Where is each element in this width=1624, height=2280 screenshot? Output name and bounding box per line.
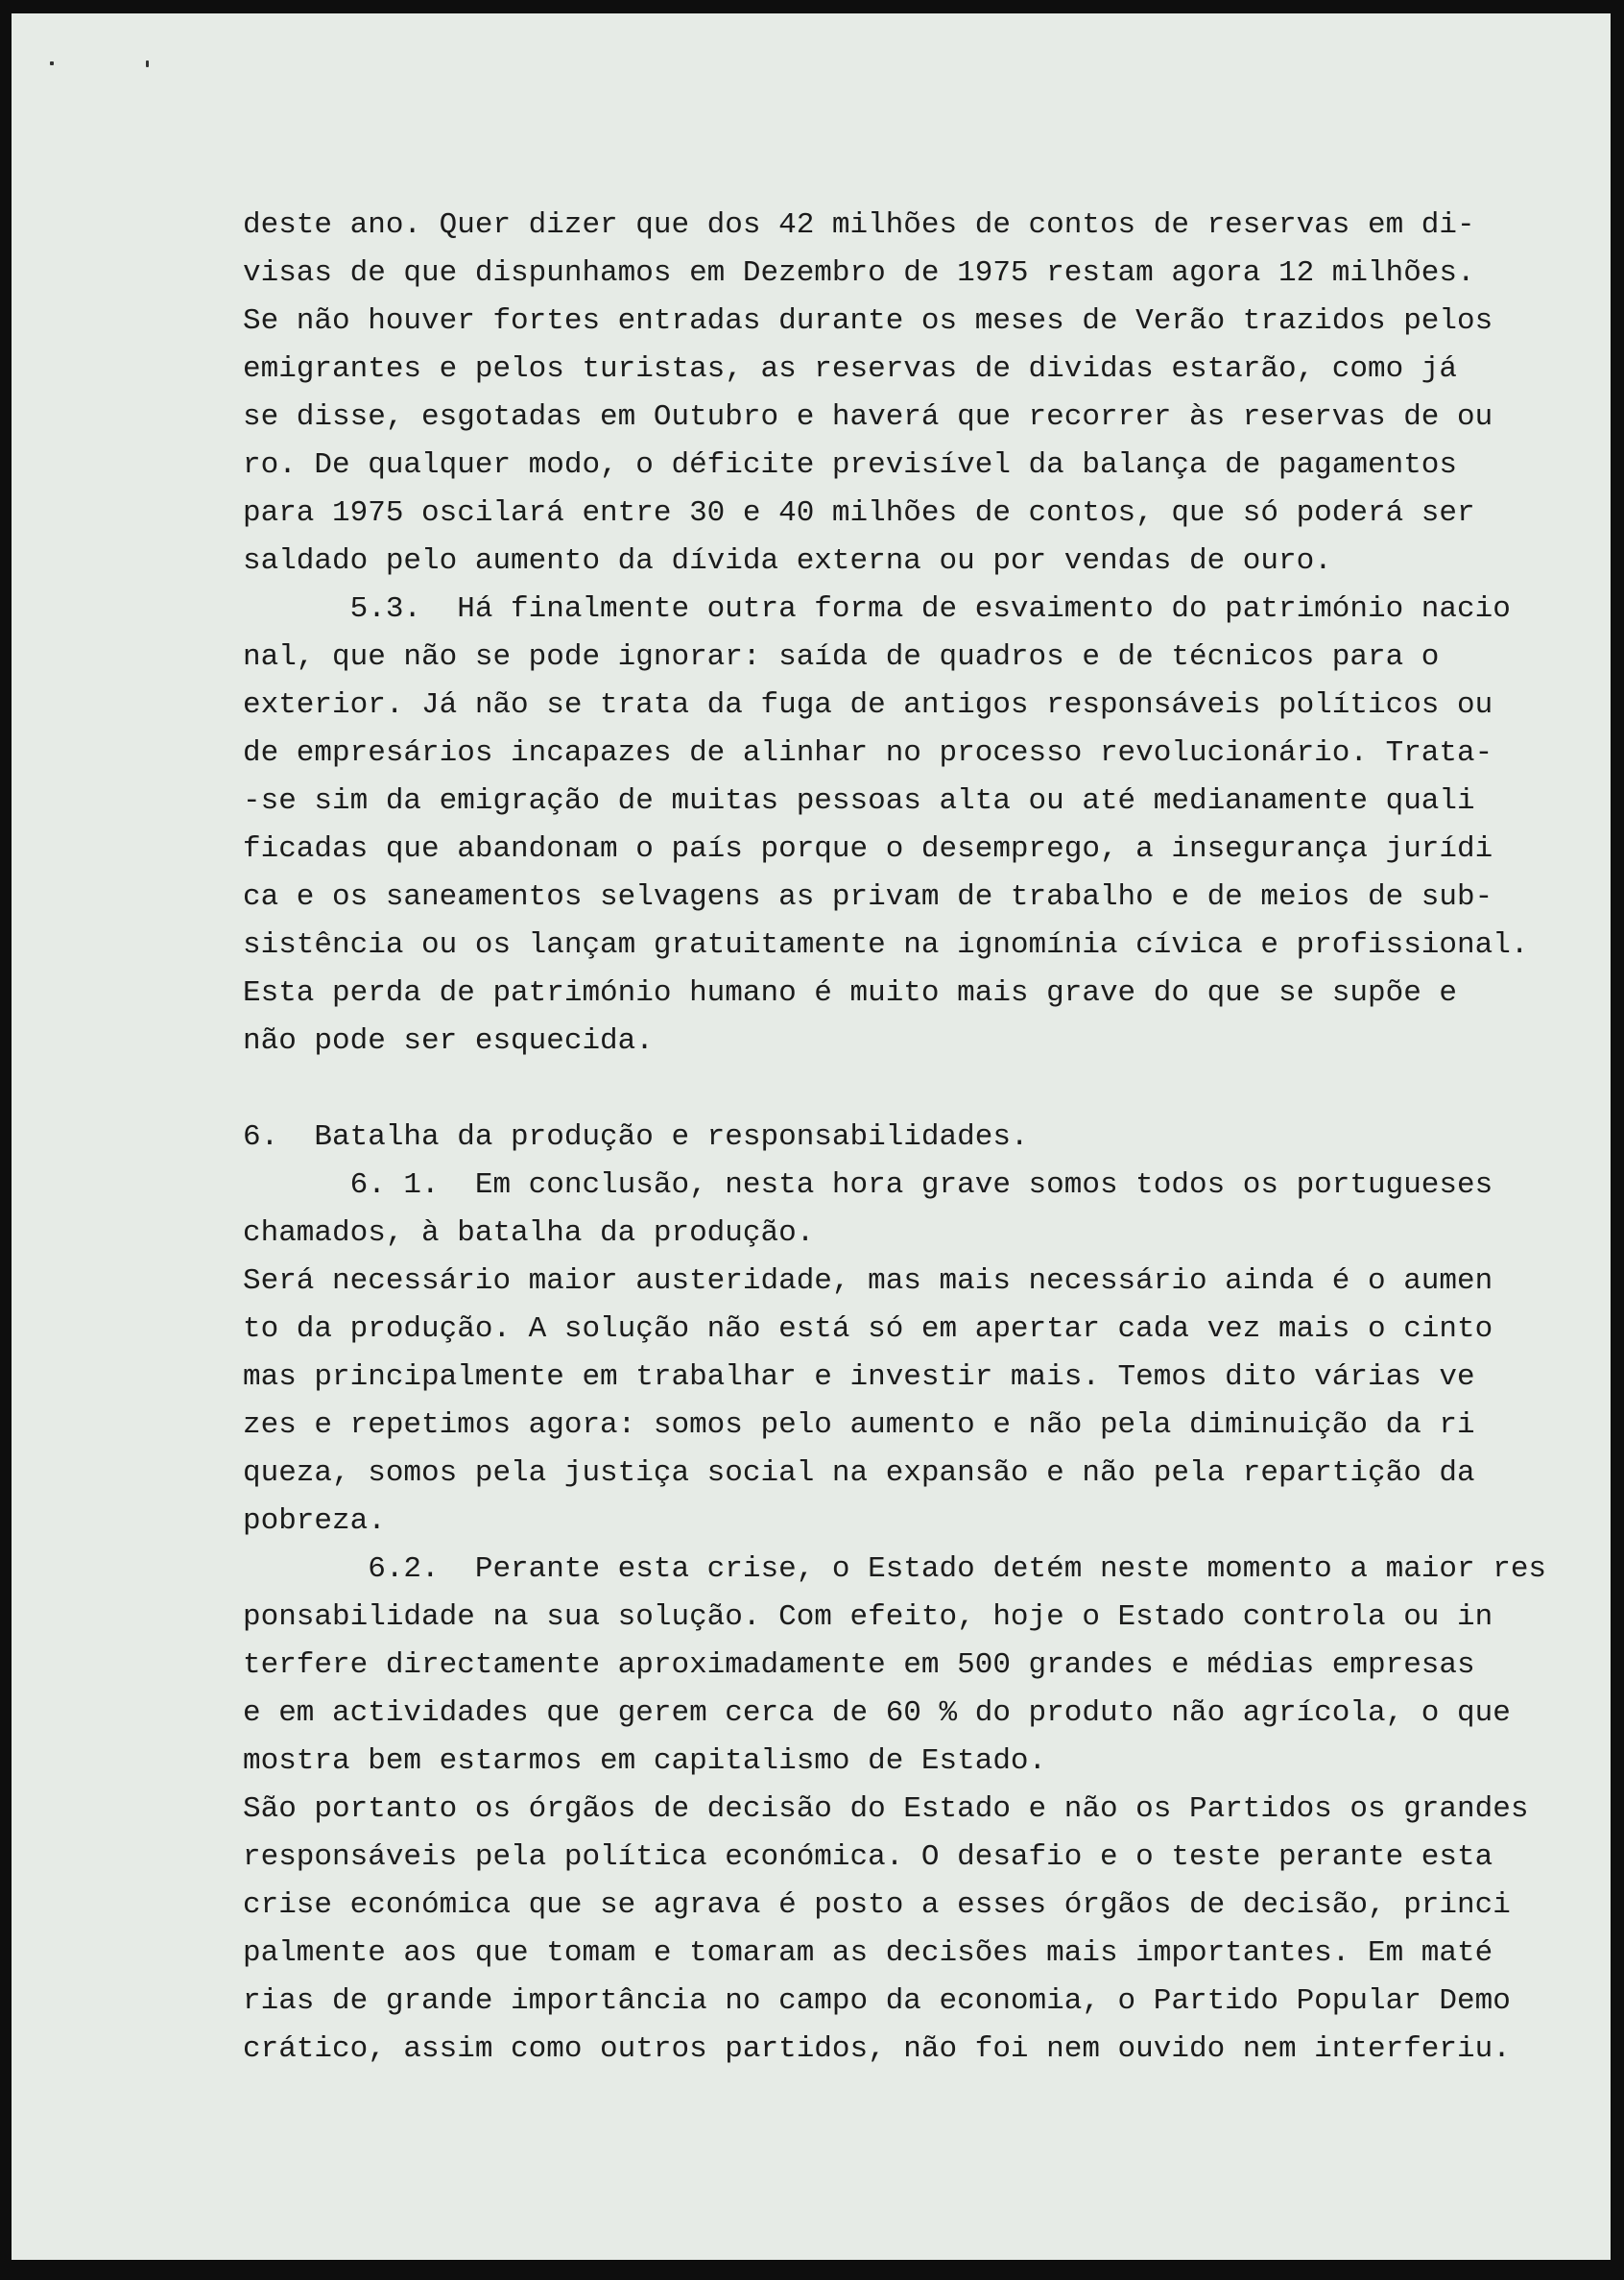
text-line: crise económica que se agrava é posto a esses órgãos de decisão, princi <box>243 1888 1511 1922</box>
scan-mark-dot <box>50 61 54 65</box>
text-line: to da produção. A solução não está só em apertar cada vez mais o cinto <box>243 1312 1493 1346</box>
text-line: saldado pelo aumento da dívida externa ou por vendas de ouro. <box>243 544 1332 578</box>
text-line: Será necessário maior austeridade, mas mais necessário ainda é o aumen <box>243 1264 1493 1298</box>
text-line: Se não houver fortes entradas durante os meses de Verão trazidos pelos <box>243 304 1493 338</box>
text-line: queza, somos pela justiça social na expansão e não pela repartição da <box>243 1456 1475 1490</box>
text-line: visas de que dispunhamos em Dezembro de 1975 restam agora 12 milhões. <box>243 256 1475 290</box>
text-line: -se sim da emigração de muitas pessoas alta ou até medianamente quali <box>243 784 1475 818</box>
text-line: ro. De qualquer modo, o déficite previsível da balança de pagamentos <box>243 448 1458 482</box>
text-line: de empresários incapazes de alinhar no processo revolucionário. Trata- <box>243 736 1493 770</box>
text-line: terfere directamente aproximadamente em 500 grandes e médias empresas <box>243 1648 1475 1682</box>
text-line: exterior. Já não se trata da fuga de antigos responsáveis políticos ou <box>243 688 1493 722</box>
text-line: zes e repetimos agora: somos pelo aumento e não pela diminuição da ri <box>243 1408 1475 1442</box>
text-line: deste ano. Quer dizer que dos 42 milhões de contos de reservas em di- <box>243 208 1475 242</box>
scan-mark-tick <box>146 60 149 67</box>
text-line: mas principalmente em trabalhar e investir mais. Temos dito várias ve <box>243 1360 1475 1394</box>
text-line: não pode ser esquecida. <box>243 1024 654 1058</box>
text-line: crático, assim como outros partidos, não foi nem ouvido nem interferiu. <box>243 2032 1511 2066</box>
text-line: responsáveis pela política económica. O desafio e o teste perante esta <box>243 1840 1493 1874</box>
section-heading: 6. Batalha da produção e responsabilidades. <box>243 1120 1029 1154</box>
body-text <box>243 202 1547 2074</box>
text-line: 6.2. Perante esta crise, o Estado detém neste momento a maior res <box>243 1552 1547 1586</box>
text-line: rias de grande importância no campo da economia, o Partido Popular Demo <box>243 1984 1511 2018</box>
text-line: Esta perda de património humano é muito mais grave do que se supõe e <box>243 976 1458 1010</box>
text-line: para 1975 oscilará entre 30 e 40 milhões de contos, que só poderá ser <box>243 496 1475 530</box>
text-line: e em actividades que gerem cerca de 60 % do produto não agrícola, o que <box>243 1696 1511 1730</box>
text-line: mostra bem estarmos em capitalismo de Estado. <box>243 1744 1047 1778</box>
text-line: emigrantes e pelos turistas, as reservas de dividas estarão, como já <box>243 352 1458 386</box>
text-line: 5.3. Há finalmente outra forma de esvaimento do património nacio <box>243 592 1511 626</box>
text-line: ponsabilidade na sua solução. Com efeito, hoje o Estado controla ou in <box>243 1600 1493 1634</box>
text-line: se disse, esgotadas em Outubro e haverá que recorrer às reservas de ou <box>243 400 1493 434</box>
text-line: ficadas que abandonam o país porque o desemprego, a insegurança jurídi <box>243 832 1493 866</box>
text-line: chamados, à batalha da produção. <box>243 1216 815 1250</box>
text-line: sistência ou os lançam gratuitamente na ignomínia cívica e profissional. <box>243 928 1529 962</box>
text-line: nal, que não se pode ignorar: saída de quadros e de técnicos para o <box>243 640 1440 674</box>
text-line: palmente aos que tomam e tomaram as decisões mais importantes. Em maté <box>243 1936 1493 1970</box>
paragraph-gap <box>243 1066 1404 1114</box>
text-line: ca e os saneamentos selvagens as privam de trabalho e de meios de sub- <box>243 880 1493 914</box>
text-line: São portanto os órgãos de decisão do Estado e não os Partidos os grandes <box>243 1792 1529 1826</box>
text-line: 6. 1. Em conclusão, nesta hora grave somos todos os portugueses <box>243 1168 1493 1202</box>
text-line: pobreza. <box>243 1504 386 1538</box>
